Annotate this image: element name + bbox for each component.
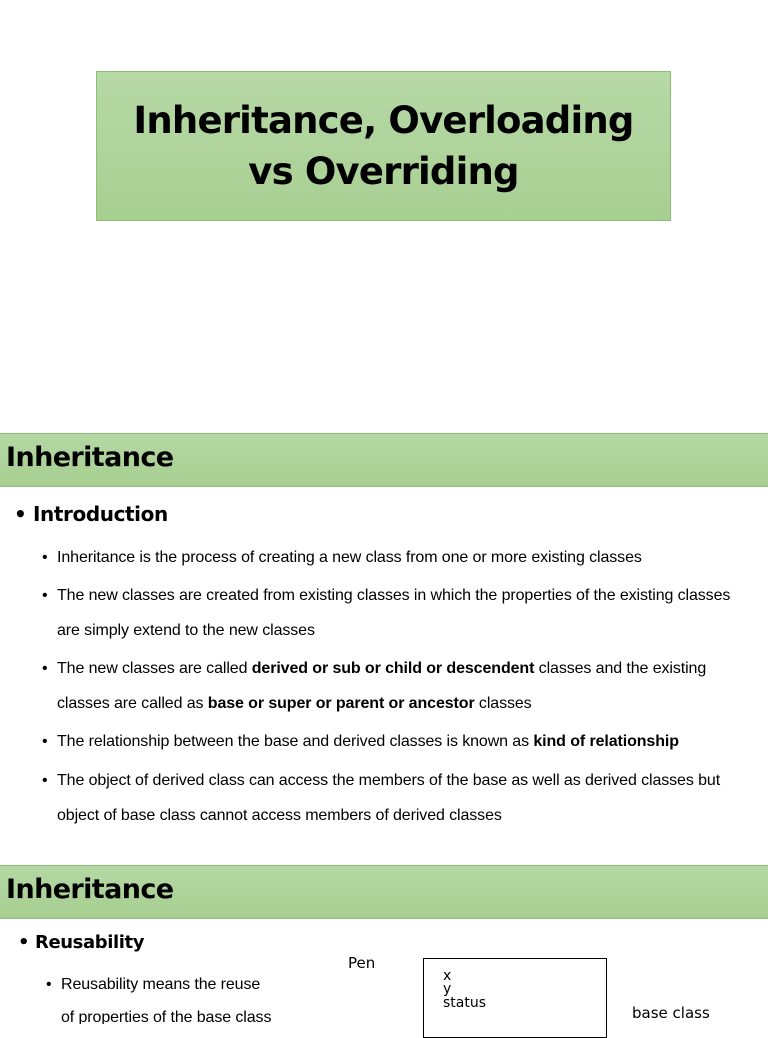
text-run: classes and the existing classes are called as: [57, 660, 707, 712]
section-title: Reusability: [34, 932, 145, 953]
emphasis-relationship: kind of relationship: [533, 733, 679, 750]
list-item: [42, 540, 757, 575]
list-item: [42, 763, 757, 833]
bullet-dot: •: [42, 772, 48, 789]
bullet-dot: •: [42, 549, 48, 566]
inheritance-reusability-slide: [0, 864, 768, 1024]
list-item: [42, 724, 757, 759]
title-slide: [0, 0, 768, 432]
bullet-dot: •: [14, 502, 27, 526]
inheritance-intro-slide: [0, 432, 768, 864]
slide-header: Inheritance: [6, 442, 174, 473]
bullet-text: [57, 651, 757, 721]
section-heading: [18, 932, 144, 953]
attribute-y: y: [443, 981, 452, 997]
text-run: The new classes are called: [57, 660, 252, 677]
list-item: [42, 578, 757, 648]
slide-title: Inheritance, Overloading vs Overriding: [133, 99, 634, 193]
list-item: [42, 651, 757, 721]
attribute-status: status: [443, 995, 487, 1011]
bullet-dot: •: [42, 733, 48, 750]
emphasis-derived: derived or sub or child or descendent: [251, 660, 535, 677]
base-class-label: base class: [632, 1004, 710, 1022]
slide-header-bar: [0, 433, 768, 487]
bullet-dot: •: [46, 976, 52, 993]
section-heading: [14, 502, 168, 526]
bullet-dot: •: [42, 660, 48, 677]
bullet-text: of properties of the base class: [61, 1009, 272, 1024]
section-title: Introduction: [32, 502, 168, 526]
attribute-x: x: [443, 968, 452, 984]
bullet-dot: •: [42, 587, 48, 604]
bullet-text: [57, 724, 757, 759]
emphasis-base: base or super or parent or ancestor: [207, 695, 475, 712]
text-run: classes: [474, 695, 532, 712]
bullet-text: The new classes are created from existing classes in which the properties of the existing classes are simply extend to the new classes: [57, 587, 731, 639]
slide-header: Inheritance: [6, 874, 174, 905]
class-box: [423, 958, 607, 1038]
list-item: [46, 968, 316, 1024]
class-name-label: Pen: [348, 954, 376, 972]
title-box: [96, 71, 671, 221]
bullet-text: Reusability means the reuse: [61, 976, 261, 993]
bullet-text: Inheritance is the process of creating a new class from one or more existing classes: [57, 549, 642, 566]
slide-header-bar: [0, 865, 768, 919]
bullet-dot: •: [18, 932, 30, 953]
text-run: The relationship between the base and derived classes is known as: [57, 733, 534, 750]
bullet-text: The object of derived class can access the members of the base as well as derived classes but object of base class cannot access members of derived classes: [57, 772, 721, 824]
